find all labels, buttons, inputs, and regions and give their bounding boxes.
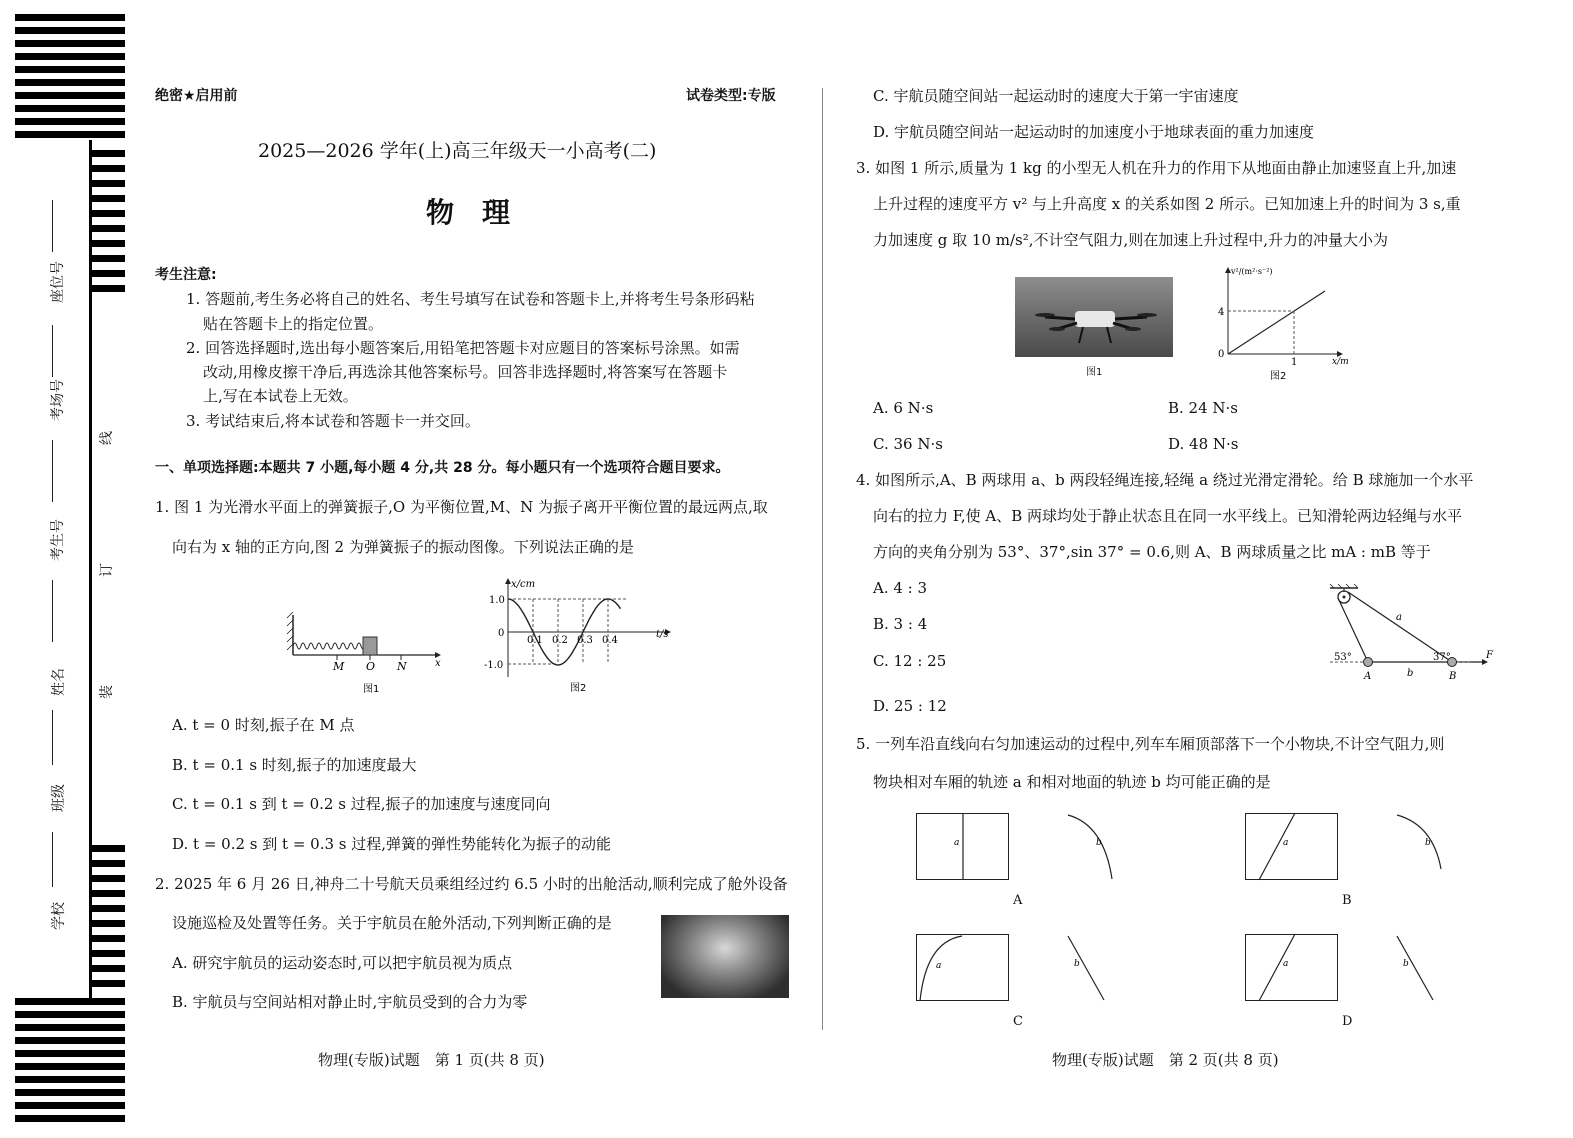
q3-option-b: B. 24 N·s bbox=[1168, 399, 1239, 417]
q1-option-c: C. t = 0.1 s 到 t = 0.2 s 过程,振子的加速度与速度同向 bbox=[172, 795, 551, 813]
svg-text:b: b bbox=[1096, 838, 1102, 848]
notice-title: 考生注意: bbox=[155, 267, 217, 283]
q3-fig2-caption: 图2 bbox=[1270, 371, 1287, 382]
notice-item: 上,写在本试卷上无效。 bbox=[203, 387, 358, 405]
svg-text:a: a bbox=[936, 961, 942, 971]
q3-option-a: A. 6 N·s bbox=[873, 399, 934, 417]
q4-ball-a: A bbox=[1364, 671, 1372, 682]
q5-stem: 5. 一列车沿直线向右匀加速运动的过程中,列车车厢顶部落下一个小物块,不计空气阻力,则 bbox=[856, 735, 1445, 753]
svg-text:b: b bbox=[1074, 959, 1080, 969]
q1-fig2-xtick: 0.4 bbox=[602, 635, 618, 646]
field-seat-number: 座位号 bbox=[50, 261, 66, 303]
field-line[interactable] bbox=[52, 580, 53, 642]
q4-option-c: C. 12 : 25 bbox=[873, 652, 947, 670]
q2-stem: 2. 2025 年 6 月 26 日,神舟二十号航天员乘组经过约 6.5 小时的出舱活动,顺利完成了舱外设备 bbox=[155, 875, 788, 893]
notice-item: 3. 考试结束后,将本试卷和答题卡一并交回。 bbox=[186, 412, 480, 430]
binding-word-line: 线 bbox=[99, 431, 115, 445]
q1-fig2-xtick: 0.3 bbox=[577, 635, 593, 646]
svg-text:b: b bbox=[1403, 959, 1409, 969]
q3-fig2-xlabel: x/m bbox=[1332, 357, 1349, 367]
q3-fig2-ylabel: v²/(m²·s⁻²) bbox=[1231, 267, 1273, 276]
q4-rope-b: b bbox=[1407, 668, 1414, 679]
field-class: 班级 bbox=[51, 784, 67, 812]
q5-c-curves bbox=[916, 934, 1116, 1004]
q4-pulley-figure bbox=[1310, 584, 1500, 684]
field-line[interactable] bbox=[52, 440, 53, 502]
exam-type-label: 试卷类型:专版 bbox=[686, 88, 776, 104]
q3-option-c: C. 36 N·s bbox=[873, 435, 943, 453]
field-candidate-number: 考生号 bbox=[50, 519, 66, 561]
q1-fig1-label-n: N bbox=[397, 660, 407, 673]
q1-fig1-label-o: O bbox=[366, 660, 376, 673]
notice-item: 改动,用橡皮擦干净后,再选涂其他答案标号。回答非选择题时,将答案写在答题卡 bbox=[203, 363, 728, 381]
q2-stem: 设施巡检及处置等任务。关于宇航员在舱外活动,下列判断正确的是 bbox=[172, 914, 612, 932]
q5-choice-c: C bbox=[1013, 1014, 1023, 1029]
q1-fig2-ytick: 0 bbox=[498, 628, 505, 639]
svg-text:a: a bbox=[1283, 959, 1289, 969]
field-line[interactable] bbox=[52, 832, 53, 887]
q5-choice-b: B bbox=[1342, 893, 1352, 908]
notice-item: 贴在答题卡上的指定位置。 bbox=[203, 315, 384, 333]
notice-item: 1. 答题前,考生务必将自己的姓名、考生号填写在试卷和答题卡上,并将考生号条形码粘 bbox=[186, 290, 755, 308]
q4-stem: 向右的拉力 F,使 A、B 两球均处于静止状态且在同一水平线上。已知滑轮两边轻绳与水平 bbox=[873, 507, 1463, 525]
q1-fig2-xtick: 0.2 bbox=[552, 635, 568, 646]
notice-item: 2. 回答选择题时,选出每小题答案后,用铅笔把答题卡对应题目的答案标号涂黑。如需 bbox=[186, 339, 740, 357]
q4-option-a: A. 4 : 3 bbox=[873, 579, 928, 597]
binding-word-bind: 装 bbox=[99, 685, 115, 699]
q3-option-d: D. 48 N·s bbox=[1168, 435, 1239, 453]
q4-option-b: B. 3 : 4 bbox=[873, 615, 928, 633]
q3-stem: 上升过程的速度平方 v² 与上升高度 x 的关系如图 2 所示。已知加速上升的时间为 3 s,重 bbox=[873, 195, 1461, 213]
q4-ball-b: B bbox=[1449, 671, 1457, 682]
q3-stem: 3. 如图 1 所示,质量为 1 kg 的小型无人机在升力的作用下从地面由静止加速竖直上升,加速 bbox=[856, 159, 1457, 177]
footer-page-2: 物理(专版)试题 第 2 页(共 8 页) bbox=[1052, 1051, 1279, 1069]
q4-angle-53: 53° bbox=[1334, 652, 1352, 663]
field-name: 姓名 bbox=[51, 668, 67, 696]
exam-title: 2025—2026 学年(上)高三年级天一小高考(二) bbox=[258, 140, 657, 162]
column-divider bbox=[822, 88, 823, 1030]
q1-option-a: A. t = 0 时刻,振子在 M 点 bbox=[172, 716, 355, 734]
field-line[interactable] bbox=[52, 325, 53, 377]
q1-stem: 1. 图 1 为光滑水平面上的弹簧振子,O 为平衡位置,M、N 为振子离开平衡位置的最远两点,取 bbox=[155, 498, 768, 516]
binding-word-order: 订 bbox=[99, 563, 115, 577]
field-line[interactable] bbox=[52, 200, 53, 252]
q4-stem: 4. 如图所示,A、B 两球用 a、b 两段轻绳连接,轻绳 a 绕过光滑定滑轮。给 B 球施加一个水平 bbox=[856, 471, 1474, 489]
q3-fig2-xtick: 1 bbox=[1291, 357, 1298, 368]
q3-stem: 力加速度 g 取 10 m/s²,不计空气阻力,则在加速上升过程中,升力的冲量大小为 bbox=[873, 231, 1389, 249]
svg-text:a: a bbox=[1283, 838, 1289, 848]
q1-fig1-spring bbox=[285, 610, 450, 695]
q5-b-curves bbox=[1245, 813, 1445, 883]
q1-fig2-ylabel: x/cm bbox=[511, 579, 536, 590]
q1-stem: 向右为 x 轴的正方向,图 2 为弹簧振子的振动图像。下列说法正确的是 bbox=[172, 538, 634, 556]
q1-fig1-caption: 图1 bbox=[363, 684, 380, 695]
q5-choice-a: A bbox=[1013, 893, 1023, 908]
q1-fig2-graph bbox=[478, 577, 678, 695]
q2-option-a: A. 研究宇航员的运动姿态时,可以把宇航员视为质点 bbox=[172, 954, 513, 972]
q1-fig2-xtick: 0.1 bbox=[527, 635, 543, 646]
q1-fig1-label-m: M bbox=[333, 660, 345, 673]
q4-force-f: F bbox=[1486, 650, 1493, 661]
q4-rope-a: a bbox=[1396, 612, 1402, 623]
q1-option-d: D. t = 0.2 s 到 t = 0.3 s 过程,弹簧的弹性势能转化为振子的动能 bbox=[172, 835, 612, 853]
section-heading: 一、单项选择题:本题共 7 小题,每小题 4 分,共 28 分。每小题只有一个选项符合题目要求。 bbox=[155, 460, 730, 476]
q5-d-curves bbox=[1245, 934, 1445, 1004]
q3-fig1-caption: 图1 bbox=[1086, 367, 1103, 378]
field-line[interactable] bbox=[52, 710, 53, 765]
q5-stem: 物块相对车厢的轨迹 a 和相对地面的轨迹 b 均可能正确的是 bbox=[873, 773, 1271, 791]
q1-fig2-ytick: 1.0 bbox=[489, 595, 505, 606]
q1-fig2-xlabel: t/s bbox=[656, 629, 669, 640]
q3-fig2-ytick: 4 bbox=[1218, 307, 1225, 318]
field-school: 学校 bbox=[51, 902, 67, 930]
q3-fig2-origin: 0 bbox=[1218, 349, 1225, 360]
astronaut-photo bbox=[661, 915, 789, 998]
footer-page-1: 物理(专版)试题 第 1 页(共 8 页) bbox=[318, 1051, 545, 1069]
q4-option-d: D. 25 : 12 bbox=[873, 697, 947, 715]
q1-fig1-label-x: x bbox=[435, 658, 441, 669]
q2-option-d: D. 宇航员随空间站一起运动时的加速度小于地球表面的重力加速度 bbox=[873, 123, 1315, 141]
q1-fig2-ytick: -1.0 bbox=[484, 660, 504, 671]
secret-label: 绝密★启用前 bbox=[155, 88, 238, 104]
subject-title: 物 理 bbox=[426, 196, 511, 229]
q1-fig2-caption: 图2 bbox=[570, 683, 587, 694]
q2-option-b: B. 宇航员与空间站相对静止时,宇航员受到的合力为零 bbox=[172, 993, 528, 1011]
svg-text:a: a bbox=[954, 838, 960, 848]
q5-a-curves bbox=[916, 813, 1116, 883]
q1-option-b: B. t = 0.1 s 时刻,振子的加速度最大 bbox=[172, 756, 417, 774]
q2-option-c: C. 宇航员随空间站一起运动时的速度大于第一宇宙速度 bbox=[873, 87, 1239, 105]
svg-text:b: b bbox=[1425, 838, 1431, 848]
q4-stem: 方向的夹角分别为 53°、37°,sin 37° = 0.6,则 A、B 两球质量之比 mA : mB 等于 bbox=[873, 543, 1431, 561]
q4-angle-37: 37° bbox=[1433, 652, 1451, 663]
drone-photo bbox=[1015, 277, 1173, 357]
field-room-number: 考场号 bbox=[50, 379, 66, 421]
q3-fig2-graph bbox=[1210, 264, 1360, 382]
q5-choice-d: D bbox=[1342, 1014, 1353, 1029]
